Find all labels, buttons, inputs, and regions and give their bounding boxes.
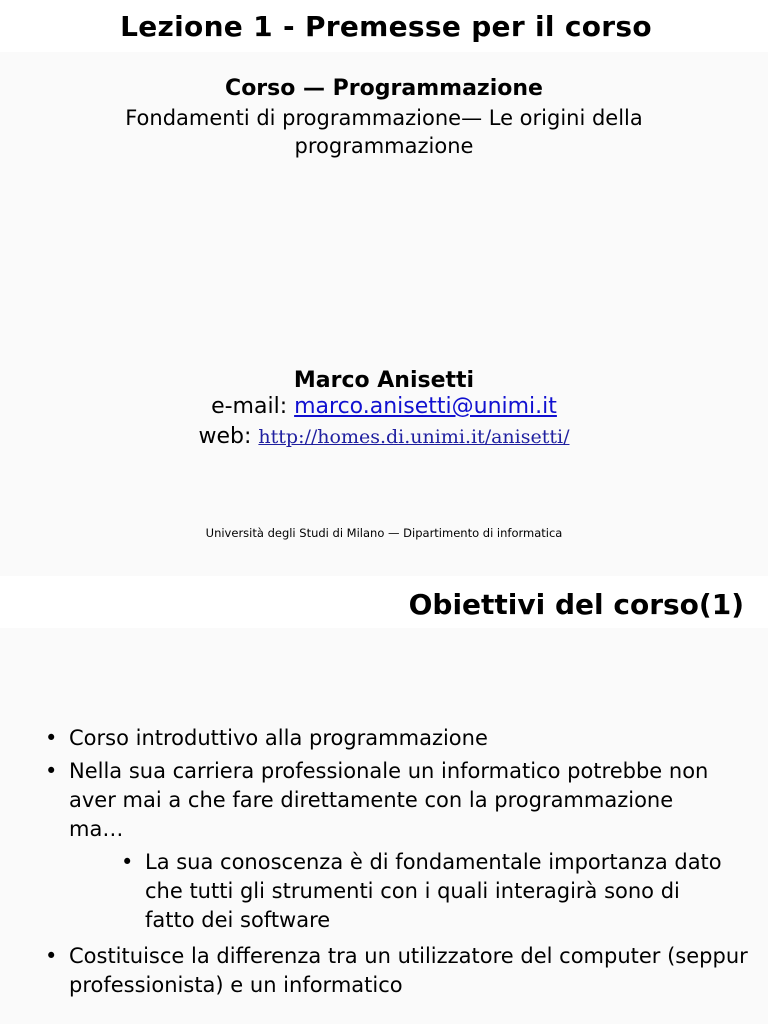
bullet-text: Nella sua carriera professionale un informatico potrebbe non aver mai a che fare direttamente con la programmazione ma… xyxy=(69,759,709,841)
web-label: web: xyxy=(198,424,259,449)
author-name: Marco Anisetti xyxy=(293,368,475,393)
web-line xyxy=(0,424,768,449)
slide1-title: Lezione 1 - Premesse per il corso xyxy=(120,10,652,43)
university-footer: Università degli Studi di Milano — Dipartimento di informatica xyxy=(205,526,563,540)
slide2-header xyxy=(0,576,768,628)
bullet-dot: • xyxy=(45,726,58,750)
bullet-text: La sua conoscenza è di fondamentale importanza dato che tutti gli strumenti con i quali interagirà sono di fatto dei software xyxy=(145,850,722,932)
bullet-item xyxy=(45,757,729,844)
bullet-dot: • xyxy=(45,944,58,968)
email-link[interactable]: marco.anisetti@unimi.it xyxy=(294,394,557,419)
slide1-header xyxy=(0,0,768,52)
sub-bullet-item xyxy=(121,848,730,935)
bullet-dot: • xyxy=(121,850,134,874)
web-link[interactable]: http://homes.di.unimi.it/anisetti/ xyxy=(258,426,570,448)
bullet-dot: • xyxy=(45,759,58,783)
slide2-body xyxy=(0,628,768,1024)
bullet-item xyxy=(45,724,749,753)
slide1-body xyxy=(0,52,768,576)
bullet-text: Costituisce la differenza tra un utilizzatore del computer (seppur professionista) e un informatico xyxy=(69,944,748,997)
course-subtitle: Fondamenti di programmazione— Le origini della programmazione xyxy=(125,106,643,158)
slide2-title: Obiettivi del corso(1) xyxy=(408,588,744,621)
email-line xyxy=(0,394,768,419)
email-label: e-mail: xyxy=(211,394,295,419)
course-name: Corso — Programmazione xyxy=(225,76,543,101)
bullet-item xyxy=(45,942,749,1000)
bullet-text: Corso introduttivo alla programmazione xyxy=(69,726,488,750)
